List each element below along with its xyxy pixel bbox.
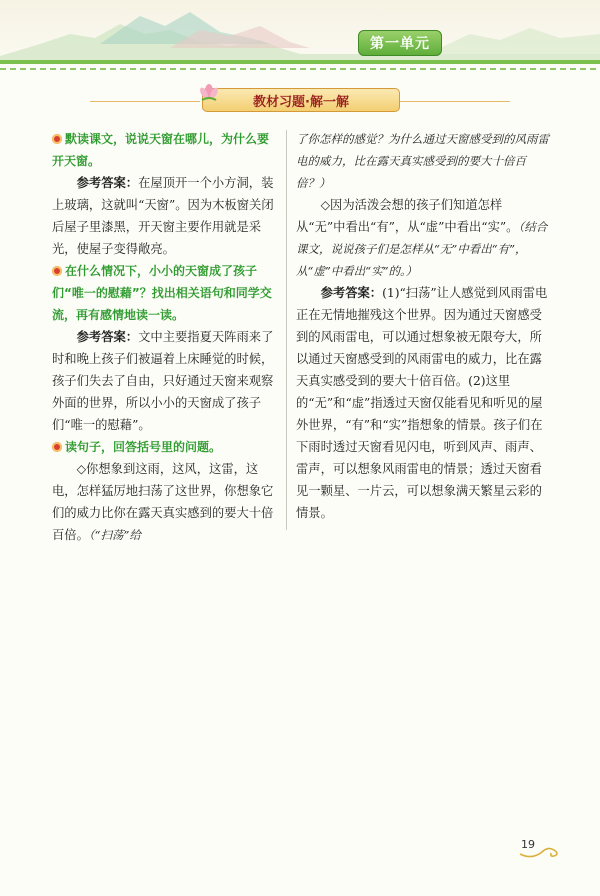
answer-label: 参考答案： xyxy=(76,175,139,190)
dashed-border xyxy=(0,66,600,72)
answer-3 xyxy=(296,282,551,524)
lotus-flower-icon xyxy=(198,82,220,104)
passage-1-text: ◇你想象到这雨，这风，这雷，这电，怎样猛厉地扫荡了这世界，你想象它们的威力比你在露天真实感到的要大十倍百倍。 xyxy=(52,462,274,542)
section-banner xyxy=(90,88,510,112)
passage-2-text: ◇因为活泼会想的孩子们知道怎样从“无”中看出“有”，从“虚”中看出“实”。 xyxy=(296,198,519,234)
passage-2 xyxy=(296,194,551,282)
section-title: 教材习题·解一解 xyxy=(202,88,400,112)
left-column xyxy=(52,128,280,546)
question-marker-icon xyxy=(52,134,62,144)
header-rule xyxy=(0,60,600,64)
page-number: 19 xyxy=(521,838,535,851)
passage-1-note: （“扫荡”给 xyxy=(88,528,141,542)
answer-2 xyxy=(52,326,280,436)
question-3-text: 读句子，回答括号里的问题。 xyxy=(65,440,222,454)
question-1 xyxy=(52,128,280,172)
question-2-text: 在什么情况下，小小的天窗成了孩子们“唯一的慰藉”？找出相关语句和同学交流，再有感情地读一读。 xyxy=(52,264,272,322)
passage-1-continued xyxy=(296,128,551,194)
question-1-text: 默读课文，说说天窗在哪儿，为什么要开天窗。 xyxy=(52,132,270,168)
mountain-decoration-icon xyxy=(0,4,600,62)
question-3 xyxy=(52,436,280,458)
passage-1-note-continued: 了你怎样的感觉？为什么通过天窗感受到的风雨雷电的威力，比在露天真实感受到的要大十倍百倍？） xyxy=(296,132,549,190)
question-marker-icon xyxy=(52,442,62,452)
question-2 xyxy=(52,260,280,326)
column-divider xyxy=(286,130,287,530)
passage-1 xyxy=(52,458,280,546)
swirl-ornament-icon xyxy=(518,842,564,860)
banner-line-left xyxy=(90,101,200,102)
answer-3-text: (1)“扫荡”让人感觉到风雨雷电正在无情地摧残这个世界。因为通过天窗感受到的风雨雷电，可以通过想象被无限夸大，所以通过天窗感受到的风雨雷电的威力，比在露天真实感受到的要大十倍百倍。(2)这里的“无”和“虚”指透过天窗仅能看见和听见的屋外世界，“有”和“实”指想象的情景。孩子们在下雨时透过天窗看见闪电，听到风声、雨声、雷声，可以想象风雨雷电的情景；透过天窗看见一颗星、一片云，可以想象满天繁星云彩的情景。 xyxy=(296,286,548,520)
answer-label: 参考答案： xyxy=(76,329,139,344)
question-marker-icon xyxy=(52,266,62,276)
banner-line-right xyxy=(400,101,510,102)
unit-tag: 第一单元 xyxy=(358,30,442,56)
answer-1 xyxy=(52,172,280,260)
right-column xyxy=(296,128,551,524)
passage-2-note: （结合课文，说说孩子们是怎样从“无”中看出“有”，从“虚”中看出“实”的。） xyxy=(296,220,548,278)
answer-label: 参考答案： xyxy=(320,285,383,300)
answer-1-text: 在屋顶开一个小方洞，装上玻璃，这就叫“天窗”。因为木板窗关闭后屋子里漆黑，开天窗主要作用就是采光，使屋子变得敞亮。 xyxy=(52,176,274,256)
answer-2-text: 文中主要指夏天阵雨来了时和晚上孩子们被逼着上床睡觉的时候，孩子们失去了自由，只好通过天窗来观察外面的世界，所以小小的天窗成了孩子们“唯一的慰藉”。 xyxy=(52,330,274,432)
